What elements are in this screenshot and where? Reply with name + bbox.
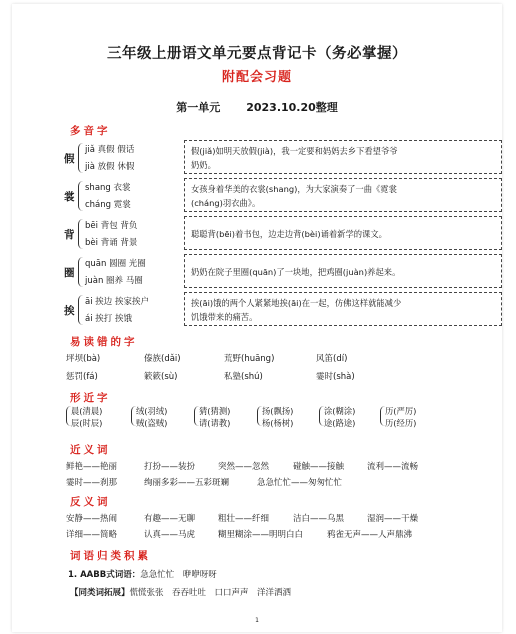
section-similar: 形近字: [70, 392, 111, 404]
reading-line: shang 衣裳: [85, 183, 131, 193]
brace: [78, 143, 83, 173]
misread-word: 霎时(shà): [316, 372, 355, 382]
unit-date: 2023.10.20整理: [246, 101, 338, 114]
aabb-line: [68, 568, 217, 580]
synonym-pair: 突然——忽然: [218, 462, 270, 472]
brace: [78, 181, 83, 211]
misread-word: 风笛(dí): [316, 354, 348, 364]
section-classify: 词语归类积累: [70, 550, 151, 562]
polyphone-char: 背: [64, 228, 75, 241]
example-line: 女孩身着华美的衣裳(shang)，为大家演奏了一曲《霓裳: [191, 184, 397, 194]
unit-header: [12, 99, 502, 115]
example-line: 饥饿带来的痛苦。: [191, 312, 258, 322]
reading-line: ái 挨打 挨饿: [85, 314, 132, 324]
brace: [78, 295, 83, 325]
synonym-pair: 碰触——接触: [293, 462, 345, 472]
antonym-pair: 详细——简略: [66, 530, 118, 540]
example-line: 假(jiǎ)如明天放假(jià)，我一定要和妈妈去乡下看望爷爷: [191, 146, 398, 156]
aabb-label: 1. AABB式词语：: [68, 570, 141, 580]
misread-word: 荒野(huāng): [224, 354, 275, 364]
reading-line: quān 圆圈 光圈: [85, 259, 146, 269]
reading-line: āi 挨边 挨家挨户: [85, 297, 149, 307]
misread-word: 坪坝(bà): [66, 354, 101, 364]
page-title: 三年级上册语文单元要点背记卡（务必掌握）: [107, 46, 407, 62]
section-polyphone: 多音字: [70, 125, 111, 137]
example-line: 挨(āi)饿的两个人紧紧地挨(āi)在一起，仿佛这样就能减少: [191, 298, 402, 308]
antonym-pair: 粗壮——纤细: [218, 514, 270, 524]
section-synonym: 近义词: [70, 444, 111, 456]
example-line: (cháng)羽衣曲》。: [191, 198, 261, 208]
page-number: 1: [255, 617, 259, 624]
synonym-pair: 急急忙忙——匆匆忙忙: [257, 478, 343, 488]
reading-line: cháng 霓裳: [85, 200, 131, 210]
extension-words: 慌慌张张 吞吞吐吐 口口声声 洋洋洒洒: [129, 588, 292, 598]
similar-word: 途(路途): [324, 418, 356, 428]
document-page: [12, 4, 502, 632]
similar-word: 辰(时辰): [71, 418, 103, 428]
similar-word: 晨(清晨): [71, 406, 103, 416]
brace: [78, 219, 83, 249]
similar-word: 贼(盗贼): [136, 418, 168, 428]
synonym-pair: 打扮——装扮: [144, 462, 196, 472]
extension-label: 【同类词拓展】: [70, 588, 130, 598]
similar-word: 扬(飘扬): [262, 406, 294, 416]
misread-word: 惩罚(fá): [66, 372, 98, 382]
similar-word: 绒(羽绒): [136, 406, 168, 416]
synonym-pair: 流利——流畅: [367, 462, 419, 472]
brace: [78, 257, 83, 287]
synonym-pair: 绚丽多彩——五彩斑斓: [144, 478, 230, 488]
page-subtitle: 附配会习题: [221, 70, 292, 85]
section-misread: 易读错的字: [70, 336, 138, 348]
similar-word: 历(严厉): [385, 406, 417, 416]
similar-word: 历(经历): [385, 418, 417, 428]
unit-name: 第一单元: [176, 101, 221, 114]
reading-line: bèi 背诵 背景: [85, 238, 138, 248]
polyphone-char: 挨: [64, 304, 75, 317]
similar-word: 猜(猜测): [199, 406, 231, 416]
aabb-words: 急急忙忙 咿咿呀呀: [140, 570, 217, 580]
reading-line: jià 放假 休假: [85, 162, 135, 172]
misread-word: 傣族(dǎi): [144, 354, 181, 364]
polyphone-char: 假: [64, 152, 75, 165]
synonym-pair: 霎时——刹那: [66, 478, 118, 488]
extension-line: [70, 586, 291, 598]
reading-line: juàn 圈养 马圈: [85, 276, 143, 286]
misread-word: 簌簌(sù): [144, 372, 178, 382]
antonym-pair: 鸦雀无声——人声鼎沸: [327, 530, 413, 540]
example-line: 聪聪背(bēi)着书包，边走边背(bèi)诵着新学的课文。: [191, 229, 387, 239]
similar-word: 请(请教): [199, 418, 231, 428]
section-antonym: 反义词: [70, 496, 111, 508]
example-box: [184, 178, 502, 212]
example-line: 奶奶在院子里圈(quān)了一块地，把鸡圈(juàn)养起来。: [191, 267, 401, 277]
antonym-pair: 湿润——干燥: [367, 514, 419, 524]
antonym-pair: 认真——马虎: [144, 530, 196, 540]
example-line: 奶奶。: [191, 160, 216, 170]
reading-line: jiǎ 真假 假话: [85, 145, 135, 155]
example-box: [184, 254, 502, 288]
example-box: [184, 140, 502, 174]
polyphone-char: 裳: [64, 190, 75, 203]
reading-line: bēi 背包 背负: [85, 221, 138, 231]
similar-word: 杨(杨树): [262, 418, 294, 428]
antonym-pair: 有趣——无聊: [144, 514, 196, 524]
misread-word: 私塾(shú): [224, 372, 263, 382]
polyphone-char: 圈: [64, 266, 75, 279]
antonym-pair: 糊里糊涂——明明白白: [218, 530, 304, 540]
antonym-pair: 洁白——乌黑: [293, 514, 345, 524]
example-box: [184, 216, 502, 250]
synonym-pair: 鲜艳——艳丽: [66, 462, 118, 472]
example-box: [184, 292, 502, 326]
similar-word: 涂(糊涂): [324, 406, 356, 416]
antonym-pair: 安静——热闹: [66, 514, 118, 524]
